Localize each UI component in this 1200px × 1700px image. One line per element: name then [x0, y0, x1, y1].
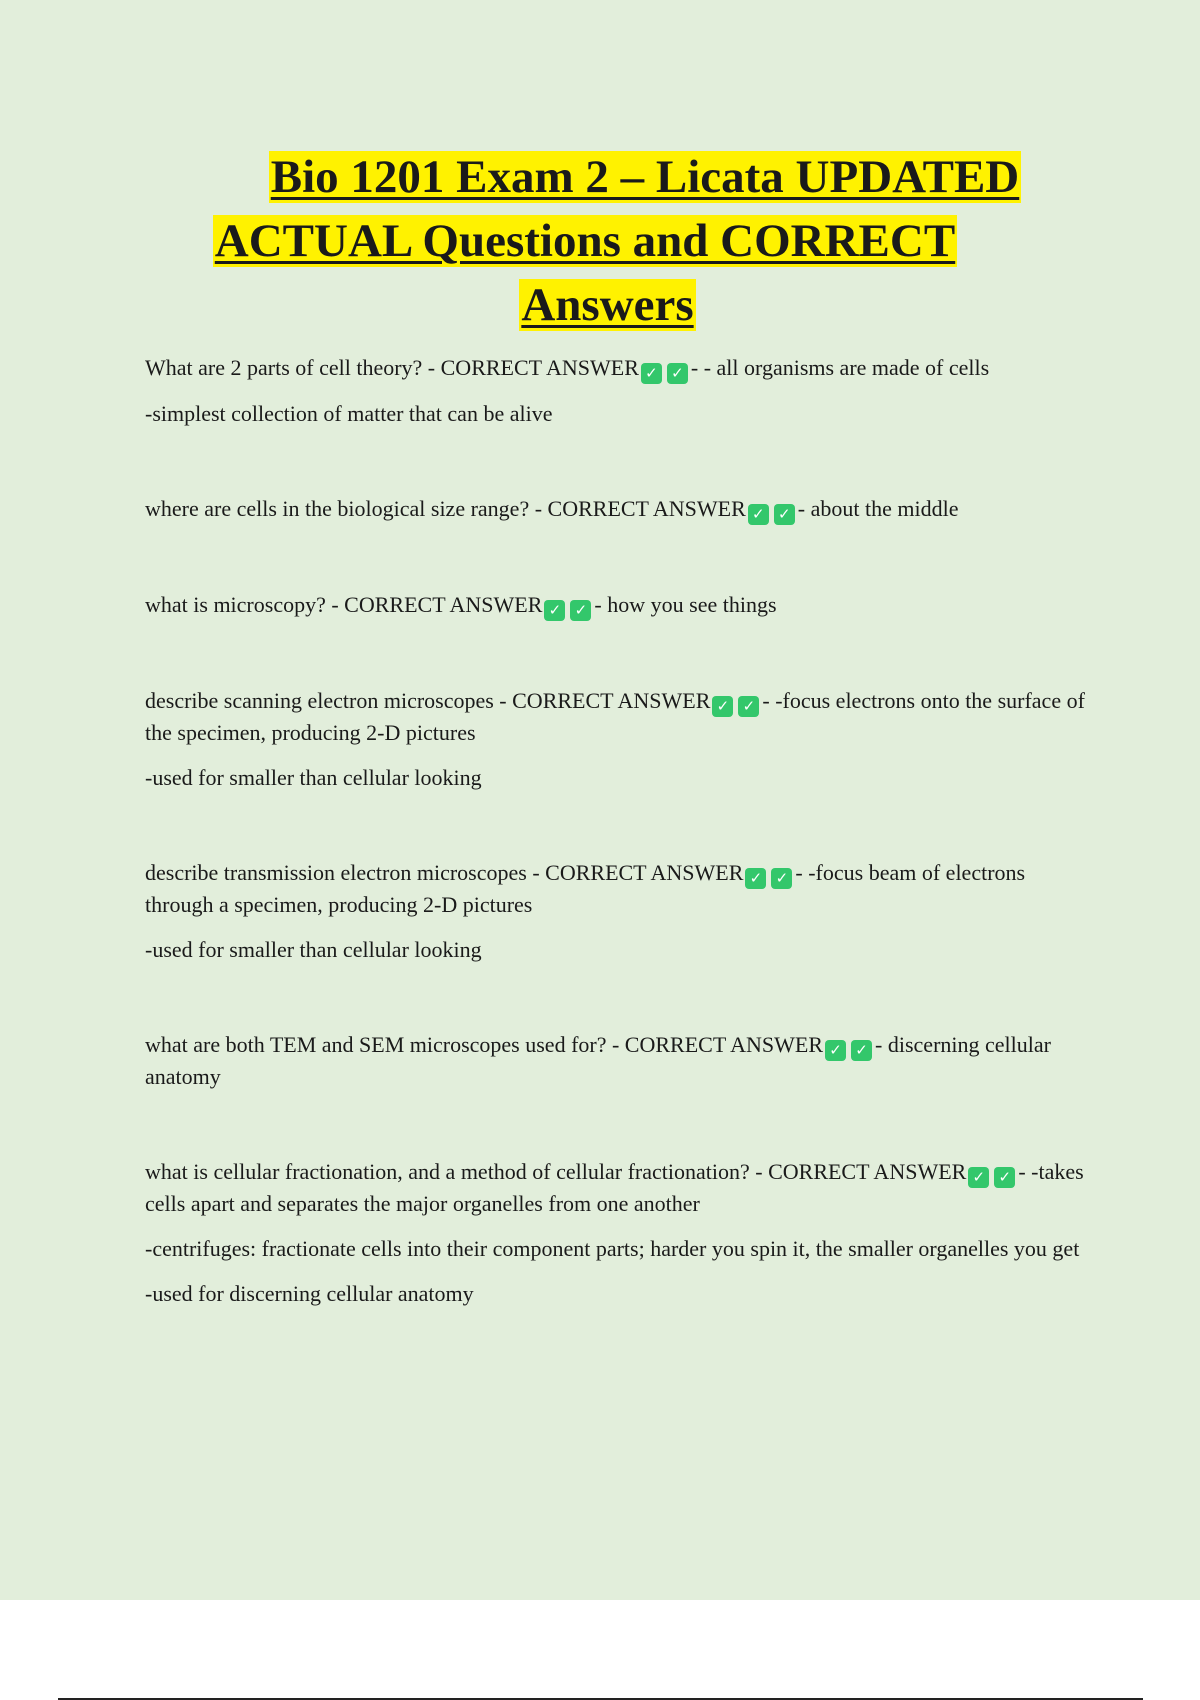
answer-text: - -takes cells apart and separates the major organelles from one another — [145, 1159, 1084, 1216]
qa-question-line — [145, 857, 1090, 920]
check-mark-icon: ✓ — [667, 363, 688, 384]
question-text: what is microscopy? - CORRECT ANSWER — [145, 592, 543, 617]
question-text: describe transmission electron microscopes - CORRECT ANSWER — [145, 860, 744, 885]
title-line-2: ACTUAL Questions and CORRECT — [214, 215, 956, 267]
question-text: what is cellular fractionation, and a method of cellular fractionation? - CORRECT ANSWER — [145, 1159, 967, 1184]
check-mark-icon: ✓ — [712, 696, 733, 717]
question-text: what are both TEM and SEM microscopes used for? - CORRECT ANSWER — [145, 1032, 824, 1057]
qa-list — [145, 352, 1090, 1373]
answer-detail: -used for smaller than cellular looking — [145, 765, 482, 790]
qa-item — [145, 857, 1090, 965]
qa-question-line — [145, 352, 1090, 384]
check-mark-icon: ✓ — [570, 600, 591, 621]
answer-detail: -simplest collection of matter that can be alive — [145, 401, 553, 426]
title-line-1: Bio 1201 Exam 2 – Licata UPDATED — [270, 151, 1020, 203]
document-title — [0, 145, 1200, 337]
question-text: where are cells in the biological size range? - CORRECT ANSWER — [145, 496, 746, 521]
check-mark-icon: ✓ — [641, 363, 662, 384]
check-mark-icon: ✓ — [994, 1167, 1015, 1188]
qa-item — [145, 493, 1090, 525]
question-text: What are 2 parts of cell theory? - CORRECT ANSWER — [145, 355, 639, 380]
qa-item — [145, 1156, 1090, 1309]
qa-question-line — [145, 589, 1090, 621]
answer-detail: -used for smaller than cellular looking — [145, 937, 482, 962]
check-mark-icon: ✓ — [748, 504, 769, 525]
title-line-3: Answers — [521, 279, 694, 331]
check-mark-icon: ✓ — [851, 1040, 872, 1061]
check-mark-icon: ✓ — [825, 1040, 846, 1061]
check-mark-icon: ✓ — [738, 696, 759, 717]
qa-item — [145, 589, 1090, 621]
answer-text: - -focus beam of electrons through a specimen, producing 2-D pictures — [145, 860, 1026, 917]
answer-text: - -focus electrons onto the surface of the specimen, producing 2-D pictures — [145, 688, 1085, 745]
qa-question-line — [145, 493, 1090, 525]
answer-text: - discerning cellular anatomy — [145, 1032, 1051, 1089]
answer-text: - about the middle — [797, 496, 959, 521]
answer-text: - - all organisms are made of cells — [690, 355, 990, 380]
check-mark-icon: ✓ — [774, 504, 795, 525]
check-mark-icon: ✓ — [968, 1167, 989, 1188]
answer-text: - how you see things — [594, 592, 777, 617]
answer-detail: -used for discerning cellular anatomy — [145, 1281, 474, 1306]
check-mark-icon: ✓ — [771, 868, 792, 889]
qa-question-line — [145, 685, 1090, 748]
qa-item — [145, 352, 1090, 429]
qa-question-line — [145, 1029, 1090, 1092]
qa-item — [145, 685, 1090, 793]
question-text: describe scanning electron microscopes - CORRECT ANSWER — [145, 688, 711, 713]
answer-detail: -centrifuges: fractionate cells into their component parts; harder you spin it, the smaller organelles you get — [145, 1236, 1080, 1261]
qa-question-line — [145, 1156, 1090, 1219]
check-mark-icon: ✓ — [745, 868, 766, 889]
qa-item — [145, 1029, 1090, 1092]
check-mark-icon: ✓ — [544, 600, 565, 621]
